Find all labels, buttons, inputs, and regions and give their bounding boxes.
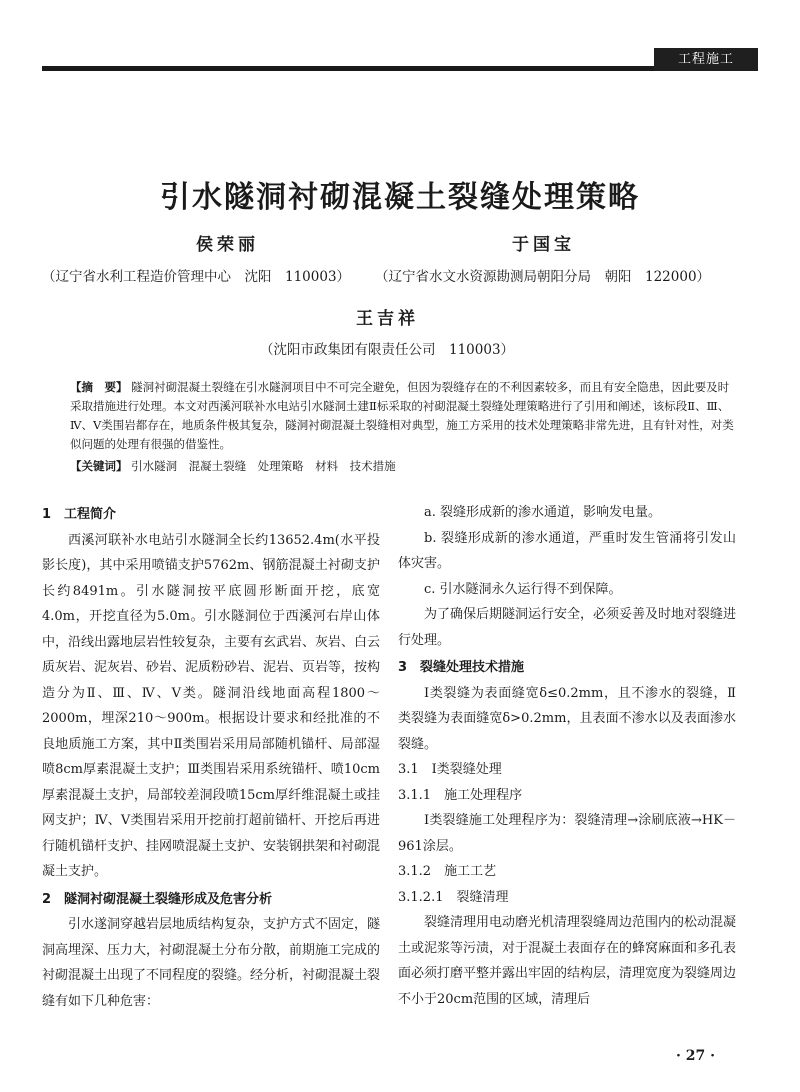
author-affiliation: （辽宁省水文水资源勘测局朝阳分局 朝阳 122000） <box>375 269 711 285</box>
paragraph: 裂缝清理用电动磨光机清理裂缝周边范围内的松动混凝土或泥浆等污渍，对于混凝土表面存在的蜂窝麻面和多孔表面必须打磨平整并露出牢固的结构层，清理宽度为裂缝周边不小于20cm范围的区域，清理后 <box>398 915 737 1007</box>
subsection-heading: 3.1.2 施工工艺 <box>398 864 497 879</box>
section-heading: 3 裂缝处理技术措施 <box>398 660 525 675</box>
page-number: · 27 · <box>676 1048 715 1064</box>
keywords-text: 引水隧洞 混凝土裂缝 处理策略 材料 技术措施 <box>131 459 396 473</box>
author-affiliation: （辽宁省水利工程造价管理中心 沈阳 110003） <box>42 269 351 285</box>
left-column <box>42 500 380 1014</box>
paragraph: Ⅰ类裂缝施工处理程序为：裂缝清理→涂刷底液→HK－961涂层。 <box>398 813 736 854</box>
author-name: 于国宝 <box>512 235 575 255</box>
paragraph: 引水遂洞穿越岩层地质结构复杂，支护方式不固定，隧洞高埋深、压力大，衬砌混凝土分布分散，前期施工完成的衬砌混凝土出现了不同程度的裂缝。经分析，衬砌混凝土裂缝有如下几种危害： <box>42 917 381 1009</box>
right-column <box>398 500 736 1012</box>
list-item: a. 裂缝形成新的渗水通道，影响发电量。 <box>424 505 662 520</box>
author-affiliation: （沈阳市政集团有限责任公司 110003） <box>260 342 515 358</box>
list-item: b. 裂缝形成新的渗水通道，严重时发生管涌将引发山体灾害。 <box>398 530 736 571</box>
abstract-label: 【摘 要】 <box>70 380 128 394</box>
keywords-label: 【关键词】 <box>70 459 128 473</box>
article-title: 引水隧洞衬砌混凝土裂缝处理策略 <box>160 180 640 215</box>
author-name: 王吉祥 <box>356 309 419 329</box>
paragraph: 西溪河联补水电站引水隧洞全长约13652.4m(水平投影长度)，其中采用喷锚支护5762m、钢筋混凝土衬砌支护长约8491m。引水隧洞按平底圆形断面开挖，底宽4.0m，开挖直径为5.0m。引水隧洞位于西溪河右岸山体中，沿线出露地层岩性较复杂，主要有玄武岩、灰岩、白云质灰岩、泥灰岩、砂岩、泥质粉砂岩、泥岩、页岩等，按构造分为Ⅱ、Ⅲ、Ⅳ、Ⅴ类。隧洞沿线地面高程1800～2000m，埋深210～900m。根据设计要求和经批准的不良地质施工方案，其中Ⅱ类围岩采用局部随机锚杆、局部湿喷8cm厚素混凝土支护；Ⅲ类围岩采用系统锚杆、喷10cm厚素混凝土支护，局部较差洞段喷15cm厚纤维混凝土或挂网支护；Ⅳ、Ⅴ类围岩采用开挖前打超前锚杆、开挖后再进行随机锚杆支护、挂网喷混凝土支护、安装钢拱架和衬砌混凝土支护。 <box>42 532 381 879</box>
abstract-text: 隧洞衬砌混凝土裂缝在引水隧洞项目中不可完全避免，但因为裂缝存在的不利因素较多，而且有安全隐患，因此要及时采取措施进行处理。本文对西溪河联补水电站引水隧洞土建Ⅱ标采取的衬砌混凝土裂缝处理策略进行了引用和阐述，该标段Ⅱ、Ⅲ、Ⅳ、Ⅴ类围岩都存在，地质条件极其复杂，隧洞衬砌混凝土裂缝相对典型，施工方采用的技术处理策略非常先进，且有针对性，对类似问题的处理有很强的借鉴性。 <box>70 380 734 451</box>
section-tag: 工程施工 <box>654 48 758 71</box>
subsection-heading: 3.1.2.1 裂缝清理 <box>398 889 509 905</box>
subsection-heading: 3.1 Ⅰ类裂缝处理 <box>398 762 502 777</box>
header-rule <box>42 66 654 71</box>
paragraph: 为了确保后期隧洞运行安全，必须妥善及时地对裂缝进行处理。 <box>398 607 737 648</box>
author-name: 侯荣丽 <box>196 235 259 255</box>
subsection-heading: 3.1.1 施工处理程序 <box>398 787 523 803</box>
section-heading: 2 隧洞衬砌混凝土裂缝形成及危害分析 <box>42 891 273 907</box>
list-item: c. 引水隧洞永久运行得不到保障。 <box>424 581 622 597</box>
section-heading: 1 工程简介 <box>42 507 117 522</box>
keywords <box>70 458 740 474</box>
paragraph: Ⅰ类裂缝为表面缝宽δ≤0.2mm，且不渗水的裂缝，Ⅱ类裂缝为表面缝宽δ>0.2mm，且表面不渗水以及表面渗水裂缝。 <box>398 685 736 752</box>
abstract <box>70 378 740 454</box>
